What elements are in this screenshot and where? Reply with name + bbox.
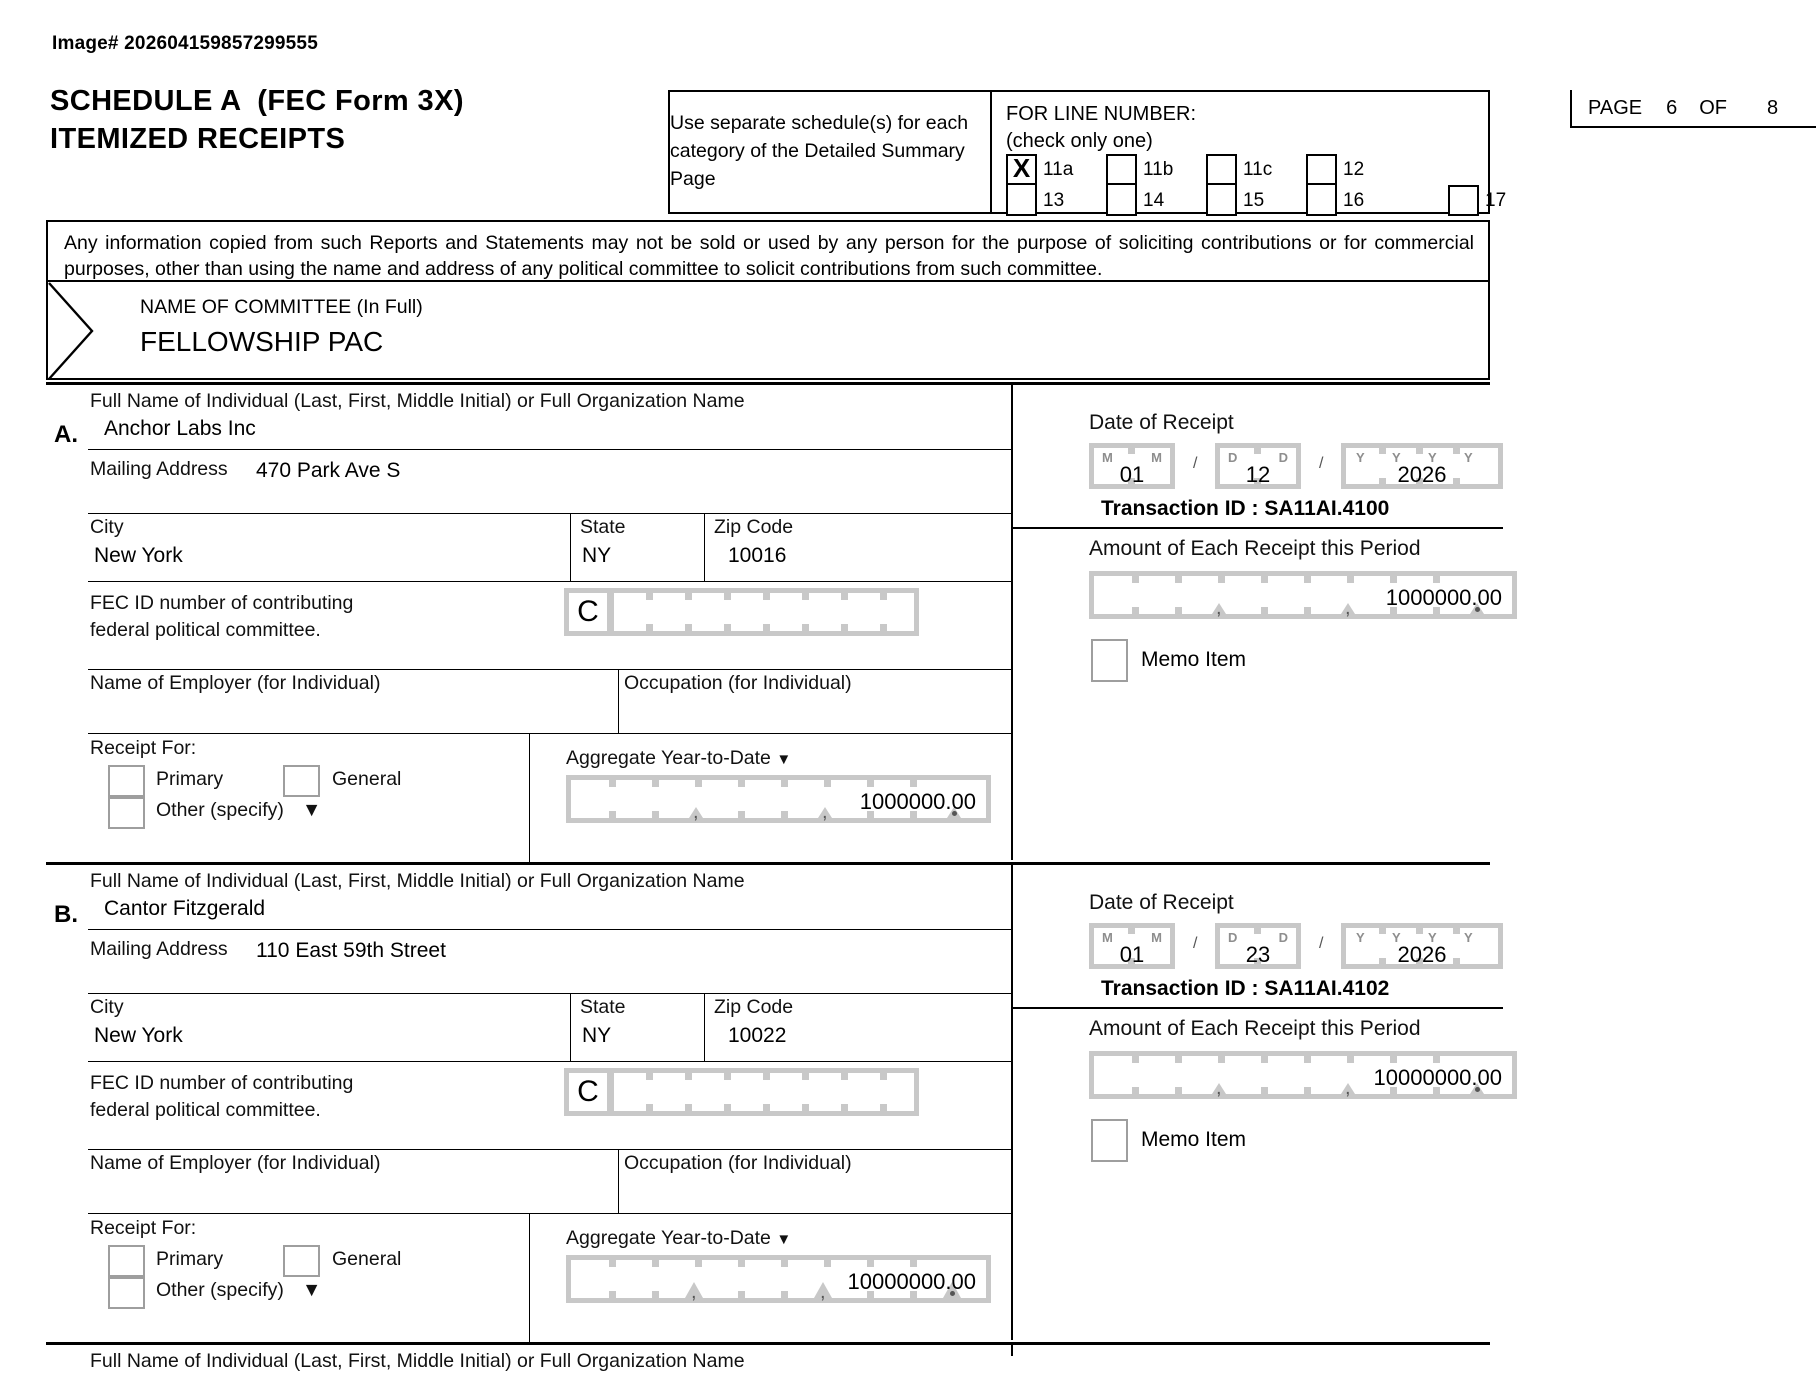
entry-b-rule-3 bbox=[88, 1061, 1013, 1062]
dd-hint-1: D bbox=[1228, 930, 1238, 945]
entry-a-date-day-box[interactable] bbox=[1215, 443, 1301, 489]
entry-b-date-day-box[interactable] bbox=[1215, 923, 1301, 969]
entry-b-other-caret-icon: ▼ bbox=[302, 1279, 322, 1301]
entry-a-primary-label: Primary bbox=[156, 768, 224, 790]
dd-hint-1: D bbox=[1228, 450, 1238, 465]
entry-a-city-value: New York bbox=[94, 544, 183, 567]
entry-b-primary-label: Primary bbox=[156, 1248, 224, 1270]
entry-b-zip-value: 10022 bbox=[728, 1024, 787, 1047]
entry-b-other-checkbox[interactable] bbox=[108, 1277, 145, 1309]
line-number-checkbox-grid bbox=[1006, 154, 1548, 216]
entry-b-rule-5 bbox=[88, 1213, 1013, 1214]
entry-b-rule-2 bbox=[88, 993, 1013, 994]
of-label: OF bbox=[1699, 96, 1727, 119]
yy-hint-1: Y bbox=[1356, 930, 1365, 945]
yy-hint-4: Y bbox=[1464, 930, 1473, 945]
entry-b-right-column bbox=[1013, 865, 1502, 1340]
entry-a-employer-label: Name of Employer (for Individual) bbox=[90, 672, 381, 694]
page-label: PAGE bbox=[1588, 96, 1643, 119]
entry-b-zip-label: Zip Code bbox=[714, 996, 794, 1018]
entry-a-fec-id-prefix: C bbox=[569, 593, 607, 631]
page-number-box bbox=[1570, 90, 1816, 128]
entry-a-primary-checkbox[interactable] bbox=[108, 765, 145, 797]
disclaimer-text: Any information copied from such Reports and Statements may not be sold or used by any person for the purpose of soliciting contributions or for commercial purposes, other than using the name and address of any political committee to solicit contributions from such committee. bbox=[64, 232, 1474, 281]
line-option-12[interactable] bbox=[1306, 154, 1406, 185]
use-separate-schedules-text: Use separate schedule(s) for each category of the Detailed Summary Page bbox=[670, 112, 969, 190]
entry-a-amount-label: Amount of Each Receipt this Period bbox=[1089, 537, 1421, 560]
line-option-16-label: 16 bbox=[1343, 189, 1365, 211]
entry-a-amount-box[interactable]: , , 1000000.00 bbox=[1089, 571, 1517, 619]
check-mark-icon: X bbox=[1012, 153, 1031, 183]
line-option-16[interactable] bbox=[1306, 185, 1406, 216]
checkbox-13[interactable] bbox=[1006, 185, 1037, 216]
entry-b-rule-1 bbox=[88, 929, 1013, 930]
entry-b-fec-id-label-line1: FEC ID number of contributing bbox=[90, 1072, 354, 1094]
entry-b-aggregate-label: Aggregate Year-to-Date ▼ bbox=[566, 1227, 792, 1249]
checkbox-11c[interactable] bbox=[1206, 154, 1237, 185]
mm-hint-1: M bbox=[1102, 450, 1113, 465]
aggregate-caret-icon: ▼ bbox=[776, 1231, 792, 1248]
entry-a-address-value: 470 Park Ave S bbox=[256, 459, 401, 482]
entry-a-rule-5 bbox=[88, 733, 1013, 734]
entry-b-other-label: Other (specify) bbox=[156, 1279, 284, 1301]
mm-hint-2: M bbox=[1151, 930, 1162, 945]
entry-b-date-day-value: 23 bbox=[1245, 942, 1271, 967]
checkbox-14[interactable] bbox=[1106, 185, 1137, 216]
date-slash-2: / bbox=[1319, 455, 1324, 472]
line-option-17-label: 17 bbox=[1485, 189, 1507, 211]
entry-b-letter: B. bbox=[54, 901, 78, 928]
entry-a-aggregate-box[interactable]: , , 1000000.00 bbox=[566, 775, 991, 823]
entry-a-rule-3 bbox=[88, 581, 1013, 582]
entry-b-general-checkbox[interactable] bbox=[283, 1245, 320, 1277]
date-slash-2: / bbox=[1319, 935, 1324, 952]
entry-a-left-column bbox=[46, 385, 1013, 860]
receipt-entry-c bbox=[46, 1342, 1490, 1372]
yy-hint-3: Y bbox=[1428, 450, 1437, 465]
entry-c-right-column bbox=[1013, 1345, 1490, 1356]
line-option-12-label: 12 bbox=[1343, 158, 1365, 180]
entry-b-memo-label: Memo Item bbox=[1141, 1128, 1247, 1151]
entry-b-receipt-for-label: Receipt For: bbox=[90, 1217, 197, 1239]
entry-b-state-value: NY bbox=[582, 1024, 612, 1047]
entry-b-amount-box[interactable]: , , 10000000.00 bbox=[1089, 1051, 1517, 1099]
entry-a-right-divider bbox=[1013, 527, 1503, 529]
entry-a-city-state-divider bbox=[570, 513, 571, 581]
entry-c-left-column bbox=[46, 1345, 1013, 1372]
entry-b-amount-value: 10000000.00 bbox=[1373, 1065, 1502, 1090]
entry-b-date-month-value: 01 bbox=[1119, 942, 1145, 967]
entry-a-general-label: General bbox=[332, 768, 402, 790]
entry-b-city-label: City bbox=[90, 996, 124, 1018]
entry-a-right-column bbox=[1013, 385, 1502, 860]
committee-name-label: NAME OF COMMITTEE (In Full) bbox=[140, 296, 423, 318]
entry-a-full-name-label: Full Name of Individual (Last, First, Middle Initial) or Full Organization Name bbox=[90, 390, 745, 412]
image-id: Image# 202604159857299555 bbox=[52, 33, 318, 54]
entry-b-right-divider bbox=[1013, 1007, 1503, 1009]
entry-b-occupation-label: Occupation (for Individual) bbox=[624, 1152, 852, 1174]
entry-a-date-year-box[interactable] bbox=[1341, 443, 1503, 489]
entry-a-occupation-label: Occupation (for Individual) bbox=[624, 672, 852, 694]
entry-a-fec-id-label-line2: federal political committee. bbox=[90, 619, 321, 641]
entry-a-rule-1 bbox=[88, 449, 1013, 450]
entry-a-other-caret-icon: ▼ bbox=[302, 799, 322, 821]
yy-hint-3: Y bbox=[1428, 930, 1437, 945]
entry-b-memo-checkbox[interactable] bbox=[1091, 1119, 1128, 1162]
check-only-one-label: (check only one) bbox=[1006, 130, 1153, 152]
entry-b-employer-occupation-divider bbox=[618, 1149, 619, 1213]
line-option-14-label: 14 bbox=[1143, 189, 1165, 211]
line-option-11a-label: 11a bbox=[1043, 158, 1074, 180]
line-number-row-top bbox=[1006, 154, 1548, 185]
checkbox-16[interactable] bbox=[1306, 185, 1337, 216]
entry-a-zip-value: 10016 bbox=[728, 544, 787, 567]
date-slash-1: / bbox=[1193, 455, 1198, 472]
entry-a-aggregate-label: Aggregate Year-to-Date ▼ bbox=[566, 747, 792, 769]
entry-a-fec-id-label-line1: FEC ID number of contributing bbox=[90, 592, 354, 614]
entry-b-general-label: General bbox=[332, 1248, 402, 1270]
entry-a-state-zip-divider bbox=[704, 513, 705, 581]
checkbox-11b[interactable] bbox=[1106, 154, 1137, 185]
entry-a-name-value: Anchor Labs Inc bbox=[104, 417, 256, 440]
entry-a-zip-label: Zip Code bbox=[714, 516, 794, 538]
entry-b-name-value: Cantor Fitzgerald bbox=[104, 897, 266, 920]
mm-hint-1: M bbox=[1102, 930, 1113, 945]
entry-a-amount-value: 1000000.00 bbox=[1385, 585, 1502, 610]
entry-a-transaction-id: Transaction ID : SA11AI.4100 bbox=[1101, 497, 1390, 520]
use-separate-schedules-note bbox=[670, 92, 992, 212]
entry-b-transaction-id: Transaction ID : SA11AI.4102 bbox=[1101, 977, 1390, 1000]
form-title-block bbox=[50, 85, 650, 156]
line-option-17[interactable] bbox=[1448, 185, 1548, 216]
line-option-11c-label: 11c bbox=[1243, 158, 1273, 180]
yy-hint-4: Y bbox=[1464, 450, 1473, 465]
aggregate-caret-icon: ▼ bbox=[776, 751, 792, 768]
for-line-number-label: FOR LINE NUMBER: bbox=[1006, 103, 1197, 125]
entry-a-date-month-value: 01 bbox=[1119, 462, 1145, 487]
entry-b-date-year-box[interactable] bbox=[1341, 923, 1503, 969]
receipt-entry-a bbox=[46, 382, 1502, 860]
header-info-box bbox=[668, 90, 1779, 214]
entry-b-date-of-receipt-label: Date of Receipt bbox=[1089, 891, 1234, 914]
line-option-14[interactable] bbox=[1106, 185, 1206, 216]
entry-b-address-value: 110 East 59th Street bbox=[256, 939, 446, 962]
entry-b-state-zip-divider bbox=[704, 993, 705, 1061]
entry-a-receipt-for-label: Receipt For: bbox=[90, 737, 197, 759]
line-option-15-label: 15 bbox=[1243, 189, 1265, 211]
line-option-11c[interactable] bbox=[1206, 154, 1306, 185]
entry-a-employer-occupation-divider bbox=[618, 669, 619, 733]
line-option-13[interactable] bbox=[1006, 185, 1106, 216]
entry-a-city-label: City bbox=[90, 516, 124, 538]
line-option-13-label: 13 bbox=[1043, 189, 1065, 211]
entry-a-other-checkbox[interactable] bbox=[108, 797, 145, 829]
entry-b-fec-id-prefix: C bbox=[569, 1073, 607, 1111]
entry-b-date-year-value: 2026 bbox=[1397, 942, 1447, 967]
line-option-11a[interactable] bbox=[1006, 154, 1106, 185]
entry-b-date-month-box[interactable] bbox=[1089, 923, 1175, 969]
entry-a-other-label: Other (specify) bbox=[156, 799, 284, 821]
page-number: 6 bbox=[1666, 96, 1678, 119]
entry-a-mailing-address-label: Mailing Address bbox=[90, 458, 228, 480]
line-option-11b-label: 11b bbox=[1143, 158, 1174, 180]
entry-b-fec-id-label-line2: federal political committee. bbox=[90, 1099, 321, 1121]
line-number-section bbox=[992, 92, 1779, 212]
entry-c-full-name-label: Full Name of Individual (Last, First, Middle Initial) or Full Organization Name bbox=[90, 1350, 745, 1372]
entry-b-city-state-divider bbox=[570, 993, 571, 1061]
entry-a-aggregate-value: 1000000.00 bbox=[859, 789, 976, 814]
entry-a-rule-2 bbox=[88, 513, 1013, 514]
mm-hint-2: M bbox=[1151, 450, 1162, 465]
entry-a-memo-label: Memo Item bbox=[1141, 648, 1247, 671]
entry-b-left-column bbox=[46, 865, 1013, 1340]
receipt-entry-b bbox=[46, 862, 1502, 1340]
entry-a-state-value: NY bbox=[582, 544, 612, 567]
entry-a-date-month-box[interactable] bbox=[1089, 443, 1175, 489]
entry-a-state-label: State bbox=[580, 516, 626, 538]
for-line-number-labels bbox=[1006, 101, 1196, 155]
entry-a-receipt-aggregate-divider bbox=[529, 733, 530, 863]
date-slash-1: / bbox=[1193, 935, 1198, 952]
entry-b-state-label: State bbox=[580, 996, 626, 1018]
entry-a-memo-checkbox[interactable] bbox=[1091, 639, 1128, 682]
checkbox-17[interactable] bbox=[1448, 185, 1479, 216]
entry-b-aggregate-box[interactable]: , , 10000000.00 bbox=[566, 1255, 991, 1303]
yy-hint-2: Y bbox=[1392, 930, 1401, 945]
entry-b-full-name-label: Full Name of Individual (Last, First, Middle Initial) or Full Organization Name bbox=[90, 870, 745, 892]
entry-b-rule-4 bbox=[88, 1149, 1013, 1150]
entry-a-fec-id-box[interactable] bbox=[564, 588, 919, 636]
line-option-15[interactable] bbox=[1206, 185, 1306, 216]
line-number-row-bottom bbox=[1006, 185, 1548, 216]
yy-hint-2: Y bbox=[1392, 450, 1401, 465]
entry-a-rule-4 bbox=[88, 669, 1013, 670]
entry-b-amount-label: Amount of Each Receipt this Period bbox=[1089, 1017, 1421, 1040]
entry-b-employer-label: Name of Employer (for Individual) bbox=[90, 1152, 381, 1174]
entry-a-date-year-value: 2026 bbox=[1397, 462, 1447, 487]
entry-a-letter: A. bbox=[54, 421, 78, 448]
checkbox-12[interactable] bbox=[1306, 154, 1337, 185]
disclaimer-box bbox=[46, 220, 1490, 282]
checkbox-15[interactable] bbox=[1206, 185, 1237, 216]
itemized-receipts-title: ITEMIZED RECEIPTS bbox=[50, 123, 346, 156]
dd-hint-2: D bbox=[1278, 450, 1288, 465]
entry-b-primary-checkbox[interactable] bbox=[108, 1245, 145, 1277]
entry-a-general-checkbox[interactable] bbox=[283, 765, 320, 797]
committee-name-value: FELLOWSHIP PAC bbox=[140, 326, 384, 357]
committee-box bbox=[46, 282, 1490, 380]
chevron-marker-icon bbox=[48, 282, 94, 380]
entry-b-fec-id-box[interactable] bbox=[564, 1068, 919, 1116]
entry-a-date-of-receipt-label: Date of Receipt bbox=[1089, 411, 1234, 434]
entry-a-date-day-value: 12 bbox=[1245, 462, 1271, 487]
dd-hint-2: D bbox=[1278, 930, 1288, 945]
checkbox-11a[interactable] bbox=[1006, 154, 1037, 185]
yy-hint-1: Y bbox=[1356, 450, 1365, 465]
page-total: 8 bbox=[1767, 96, 1779, 119]
schedule-title: SCHEDULE A (FEC Form 3X) bbox=[50, 85, 464, 117]
entry-b-mailing-address-label: Mailing Address bbox=[90, 938, 228, 960]
line-option-11b[interactable] bbox=[1106, 154, 1206, 185]
entry-b-city-value: New York bbox=[94, 1024, 183, 1047]
entry-b-receipt-aggregate-divider bbox=[529, 1213, 530, 1343]
entry-b-aggregate-value: 10000000.00 bbox=[847, 1269, 976, 1294]
